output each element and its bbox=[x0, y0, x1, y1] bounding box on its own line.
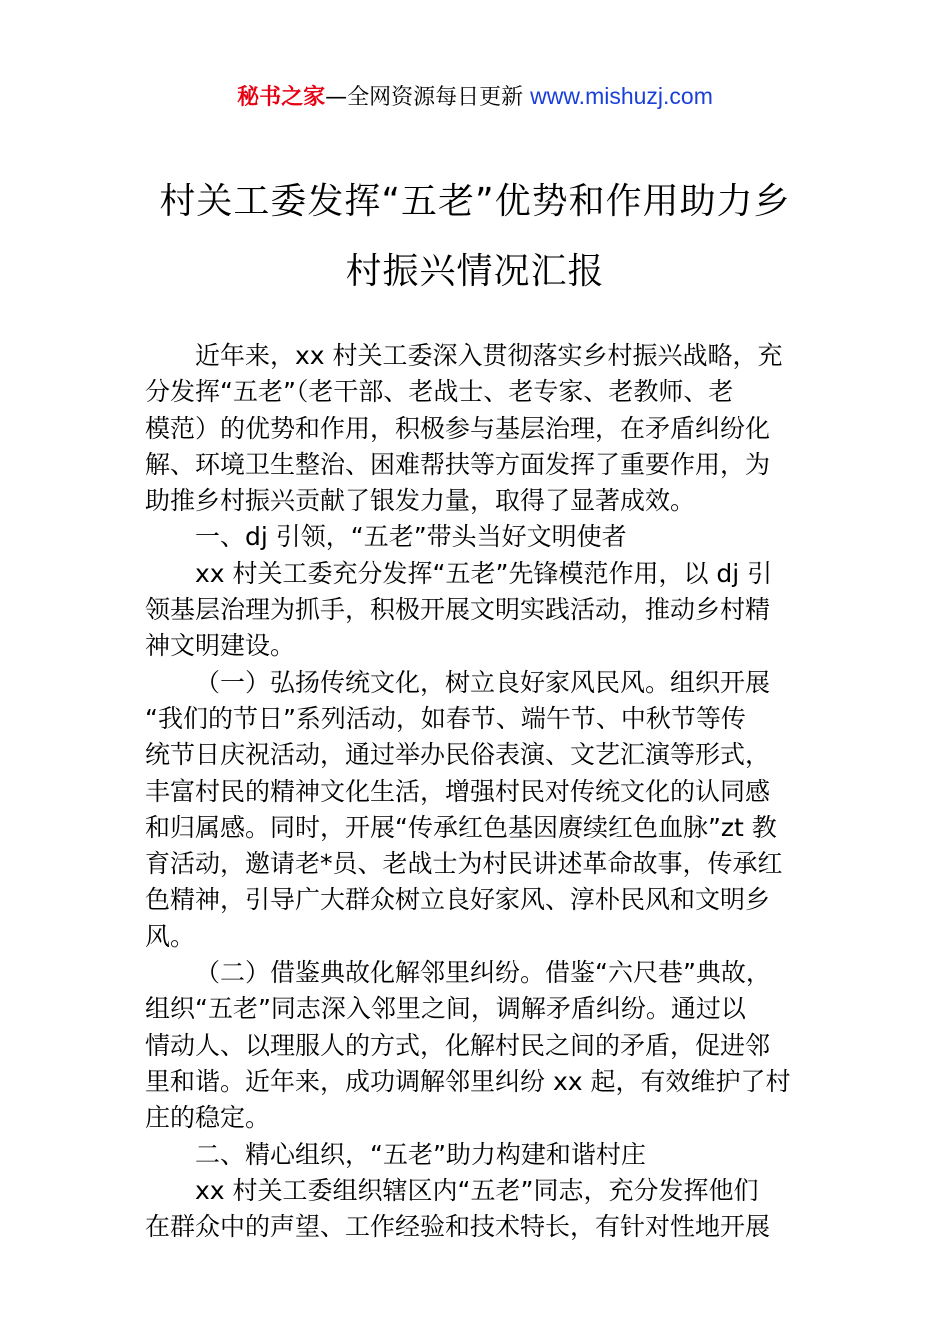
body-line: 情动人、以理服人的方式，化解村民之间的矛盾，促进邻 bbox=[145, 1030, 771, 1060]
document-title-line-1: 村关工委发挥“五老”优势和作用助力乡 bbox=[159, 181, 791, 222]
section-heading-1: 一、dj 引领，“五老”带头当好文明使者 bbox=[195, 522, 627, 552]
body-line: 色精神，引导广大群众树立良好家风、淳朴民风和文明乡 bbox=[145, 885, 771, 915]
site-banner bbox=[0, 80, 950, 114]
body-line: 模范）的优势和作用，积极参与基层治理，在矛盾纠纷化 bbox=[145, 413, 771, 443]
body-line: 丰富村民的精神文化生活，增强村民对传统文化的认同感 bbox=[145, 776, 771, 806]
body-line: 解、环境卫生整治、困难帮扶等方面发挥了重要作用，为 bbox=[145, 449, 771, 479]
subsection-heading-1: （一）弘扬传统文化，树立良好家风民风。组织开展 bbox=[195, 667, 771, 697]
body-line: 统节日庆祝活动，通过举办民俗表演、文艺汇演等形式， bbox=[145, 740, 771, 770]
body-line: 风。 bbox=[145, 921, 196, 951]
body-line: 里和谐。近年来，成功调解邻里纠纷 xx 起，有效维护了村 bbox=[145, 1066, 791, 1096]
section-heading-2: 二、精心组织，“五老”助力构建和谐村庄 bbox=[195, 1139, 646, 1169]
body-line: “我们的节日”系列活动，如春节、端午节、中秋节等传 bbox=[145, 703, 746, 733]
body-line: 组织“五老”同志深入邻里之间，调解矛盾纠纷。通过以 bbox=[145, 994, 746, 1024]
body-line: xx 村关工委组织辖区内“五老”同志，充分发挥他们 bbox=[195, 1175, 759, 1205]
body-line: 助推乡村振兴贡献了银发力量，取得了显著成效。 bbox=[145, 486, 696, 516]
body-line: 庄的稳定。 bbox=[145, 1103, 271, 1133]
body-line: 在群众中的声望、工作经验和技术特长，有针对性地开展 bbox=[145, 1212, 771, 1242]
subsection-heading-2: （二）借鉴典故化解邻里纠纷。借鉴“六尺巷”典故， bbox=[195, 958, 771, 988]
body-line: xx 村关工委充分发挥“五老”先锋模范作用，以 dj 引 bbox=[195, 558, 773, 588]
document-title-line-2: 村振兴情况汇报 bbox=[345, 251, 605, 292]
body-line: 领基层治理为抓手，积极开展文明实践活动，推动乡村精 bbox=[145, 595, 771, 625]
body-line: 和归属感。同时，开展“传承红色基因赓续红色血脉”zt 教 bbox=[145, 812, 777, 842]
document-body bbox=[145, 338, 815, 1245]
body-line: 近年来，xx 村关工委深入贯彻落实乡村振兴战略，充 bbox=[195, 341, 783, 370]
body-line: 育活动，邀请老*员、老战士为村民讲述革命故事，传承红 bbox=[145, 849, 783, 879]
banner-tagline: —全网资源每日更新 bbox=[325, 85, 524, 110]
banner-url-link[interactable]: www.mishuzj.com bbox=[530, 83, 713, 109]
body-line: 分发挥“五老”（老干部、老战士、老专家、老教师、老 bbox=[145, 377, 734, 407]
banner-brand: 秘书之家 bbox=[237, 85, 326, 110]
body-line: 神文明建设。 bbox=[145, 631, 296, 661]
